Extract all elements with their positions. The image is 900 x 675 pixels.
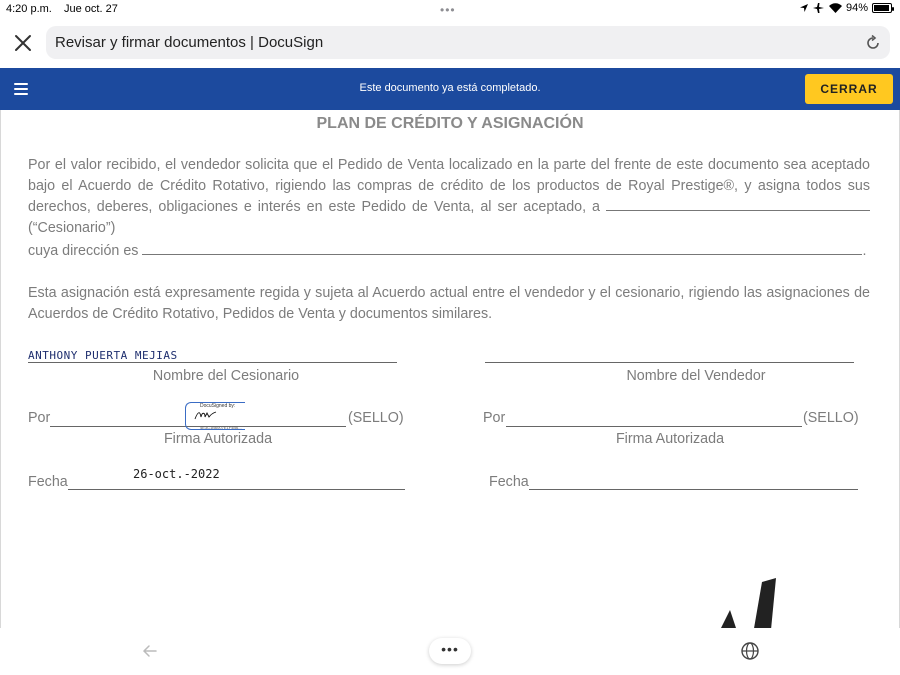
assignee-name-line: [28, 362, 397, 363]
assignee-name-value: ANTHONY PUERTA MEJIAS: [28, 349, 178, 362]
document-title: PLAN DE CRÉDITO Y ASIGNACIÓN: [316, 115, 584, 132]
address-end: .: [862, 243, 867, 259]
assignment-text: Por el valor recibido, el vendedor solicita que el Pedido de Venta localizado en la parte del frente de este documento sea aceptado bajo el Acuerdo de Crédito Rotativo, rigiendo las compras de crédito de los productos de Royal Prestige®, y asigna todos sus derechos, deberes, obligaciones e interés en este Pedido de Venta, al ser aceptado, a: [28, 157, 870, 215]
date-label-left: Fecha: [28, 474, 68, 490]
more-options-button[interactable]: •••: [429, 638, 471, 664]
page-edge: [0, 110, 1, 630]
browser-bar: [0, 20, 900, 68]
location-icon: [799, 3, 809, 13]
seller-name-caption: Nombre del Vendedor: [626, 368, 766, 384]
seller-name-line: [485, 362, 854, 363]
signature-envelope-id: 4E3C1B6007E1F4B6...: [200, 425, 242, 430]
close-icon[interactable]: [12, 32, 34, 54]
seal-label-right: (SELLO): [803, 410, 859, 426]
status-icons: [799, 2, 892, 14]
address-line: [28, 241, 870, 262]
status-time: 4:20 p.m.: [6, 3, 52, 15]
multitask-dots[interactable]: •••: [440, 3, 456, 17]
assignment-paragraph: [28, 155, 870, 239]
date-line-right: [529, 489, 858, 490]
battery-fill: [874, 5, 889, 11]
watermark-mark: [690, 570, 810, 630]
globe-icon[interactable]: [740, 641, 760, 661]
bottom-toolbar: [0, 628, 900, 675]
signature-line-right: [506, 426, 802, 427]
airplane-icon: [813, 3, 825, 13]
docusign-signature-stamp: [185, 402, 245, 430]
page-title: Revisar y firmar documentos | DocuSign: [55, 34, 324, 51]
date-label-right: Fecha: [489, 474, 529, 490]
seal-label-left: (SELLO): [348, 410, 404, 426]
signature-stamp-header: DocuSigned by:: [200, 403, 236, 409]
document-page: [0, 110, 900, 630]
docusign-header: [0, 68, 900, 110]
address-blank-line: [142, 241, 862, 255]
by-label-left: Por: [28, 410, 51, 426]
date-value-left: 26-oct.-2022: [133, 467, 220, 481]
by-label-right: Por: [483, 410, 506, 426]
address-label: cuya dirección es: [28, 243, 139, 259]
status-date: Jue oct. 27: [64, 3, 118, 15]
authorized-signature-caption-left: Firma Autorizada: [163, 431, 273, 447]
wifi-icon: [829, 3, 842, 13]
assignee-name-caption: Nombre del Cesionario: [152, 368, 300, 384]
authorized-signature-caption-right: Firma Autorizada: [615, 431, 725, 447]
date-line-left: [68, 489, 405, 490]
handwritten-signature: [192, 408, 218, 422]
terms-paragraph: Esta asignación está expresamente regida y sujeta al Acuerdo actual entre el vendedor y el cesionario, rigiendo las asignaciones de Acuerdos de Crédito Rotativo, Pedidos de Venta y documentos similares.: [28, 285, 870, 322]
battery-icon: [872, 3, 892, 13]
address-bar[interactable]: [46, 26, 890, 59]
status-bar: [0, 0, 900, 20]
close-button[interactable]: CERRAR: [805, 74, 893, 104]
back-arrow-icon[interactable]: [142, 643, 158, 659]
assignee-suffix: (“Cesionario”): [28, 220, 116, 236]
battery-percent: 94%: [845, 2, 868, 14]
reload-icon[interactable]: [864, 34, 882, 52]
assignee-blank-line: [606, 197, 870, 211]
completion-notice: Este documento ya está completado.: [359, 82, 541, 94]
